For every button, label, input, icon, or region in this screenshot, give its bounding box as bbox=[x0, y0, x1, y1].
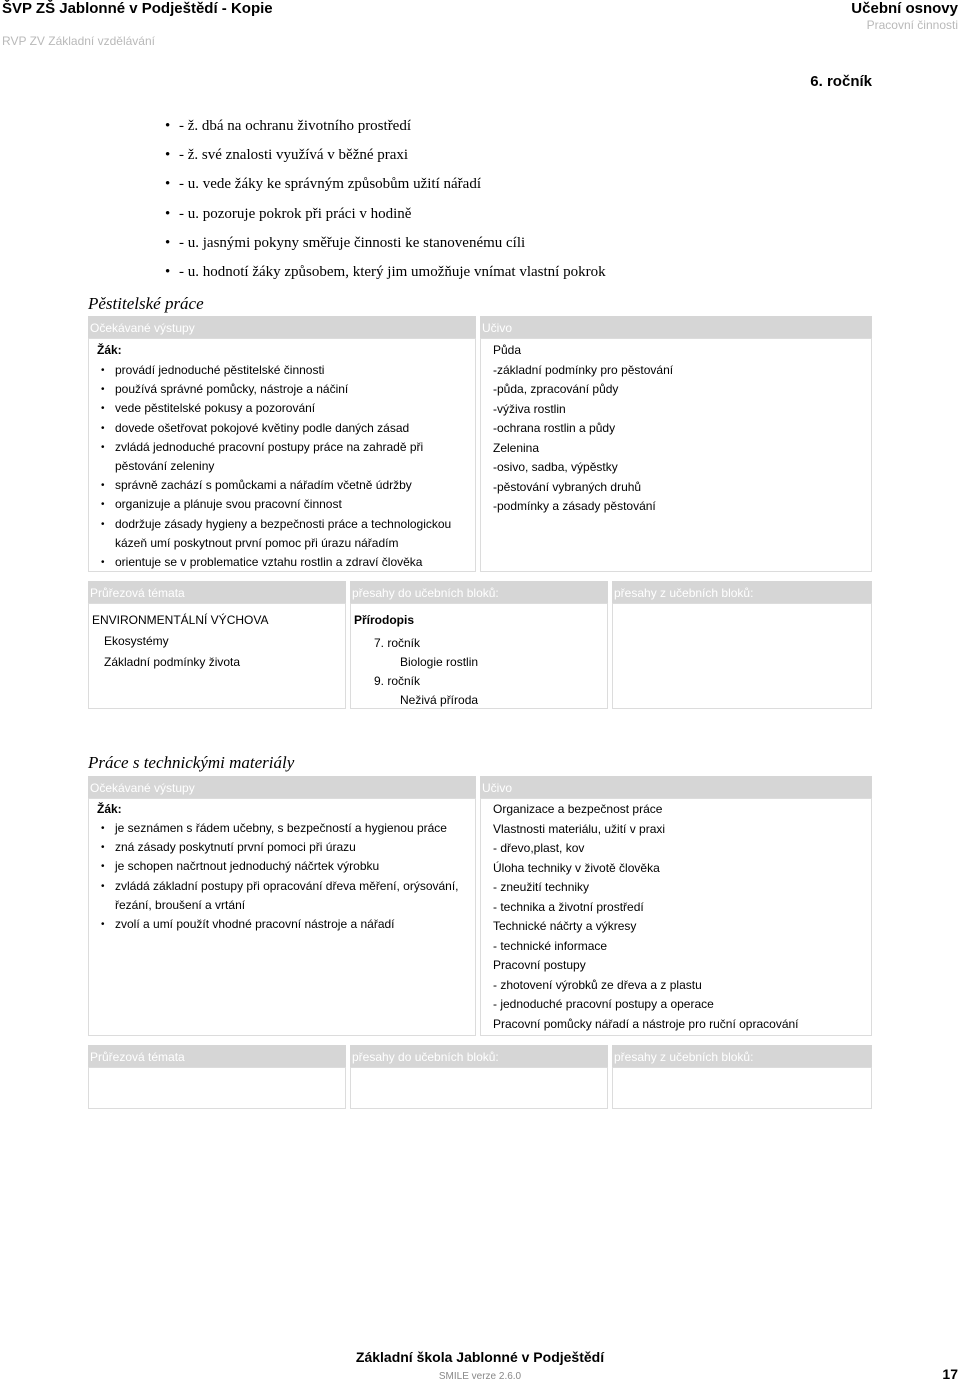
theme-item: Základní podmínky života bbox=[104, 655, 241, 669]
document-title: ŠVP ZŠ Jablonné v Podještědí - Kopie bbox=[2, 0, 273, 17]
subject-name: Pracovní činnosti bbox=[866, 18, 958, 32]
overlap-from-header: přesahy z učebních bloků: bbox=[612, 1045, 872, 1067]
overlap-from-box bbox=[612, 1067, 872, 1109]
list-item: • zvládá jednoduché pracovní postupy práce na zahradě při pěstování zeleniny bbox=[101, 438, 445, 476]
section-title: Práce s technickými materiály bbox=[88, 753, 295, 772]
themes-header: Průřezová témata bbox=[88, 1045, 346, 1067]
curriculum-item: Pracovní postupy bbox=[493, 958, 586, 972]
overlap-grade: 9. ročník bbox=[374, 674, 421, 688]
list-item: • dovede ošetřovat pokojové květiny podle daných zásad bbox=[101, 419, 461, 438]
list-item: • zvládá základní postupy při opracování dřeva měření, orýsování, řezání, broušení a vrtání bbox=[101, 877, 470, 915]
curriculum-item: -osivo, sadba, výpěstky bbox=[493, 460, 618, 474]
list-item: • orientuje se v problematice vztahu rostlin a zdraví člověka bbox=[101, 553, 461, 572]
curriculum-item: Pracovní pomůcky nářadí a nástroje pro ruční opracování bbox=[493, 1016, 799, 1031]
document-subtitle: RVP ZV Základní vzdělávání bbox=[2, 34, 155, 48]
grade-label: 6. ročník bbox=[810, 73, 872, 90]
overlap-subject: Přírodopis bbox=[354, 613, 415, 627]
overlap-from-box bbox=[612, 603, 872, 709]
overlap-to-header: přesahy do učebních bloků: bbox=[350, 581, 608, 603]
zak-label: Žák: bbox=[97, 343, 122, 357]
list-item: • používá správné pomůcky, nástroje a náčiní bbox=[101, 380, 461, 399]
curriculum-item: -základní podmínky pro pěstování bbox=[493, 362, 674, 377]
overlap-grade: 7. ročník bbox=[374, 636, 421, 650]
outputs-box bbox=[88, 798, 476, 1036]
curriculum-item: Úloha techniky v životě člověka bbox=[493, 860, 660, 875]
list-item: • dodržuje zásady hygieny a bezpečnosti práce a technologickou kázeň umí poskytnout první pomoc při úrazu nářadím bbox=[101, 515, 460, 553]
curriculum-item: -ochrana rostlin a půdy bbox=[493, 421, 616, 435]
curriculum-item: -půda, zpracování půdy bbox=[493, 382, 619, 396]
theme-title: ENVIRONMENTÁLNÍ VÝCHOVA bbox=[92, 613, 269, 627]
list-item: • - ž. své znalosti využívá v běžné praxi bbox=[165, 145, 606, 174]
list-item: • - u. pozoruje pokrok při práci v hodině bbox=[165, 204, 606, 233]
list-item: • organizuje a plánuje svou pracovní činnost bbox=[101, 495, 461, 514]
list-item: • je seznámen s řádem učebny, s bezpečností a hygienou práce bbox=[101, 819, 461, 838]
curriculum-box bbox=[480, 798, 872, 1036]
overlap-from-header: přesahy z učebních bloků: bbox=[612, 581, 872, 603]
themes-box bbox=[88, 1067, 346, 1109]
teaching-strategies-list bbox=[165, 116, 606, 291]
curriculum-item: Vlastnosti materiálu, užití v praxi bbox=[493, 821, 666, 836]
overlap-to-header: přesahy do učebních bloků: bbox=[350, 1045, 608, 1067]
curriculum-item: - technické informace bbox=[493, 938, 608, 953]
footer-school-name: Základní škola Jablonné v Podještědí bbox=[355, 1349, 605, 1365]
footer-version: SMILE verze 2.6.0 bbox=[438, 1371, 522, 1382]
curriculum-item: Půda bbox=[493, 343, 522, 357]
themes-header: Průřezová témata bbox=[88, 581, 346, 603]
list-item: • - u. hodnotí žáky způsobem, který jim umožňuje vnímat vlastní pokrok bbox=[165, 262, 606, 291]
curriculum-item: - technika a životní prostředí bbox=[493, 899, 644, 914]
list-item: • - ž. dbá na ochranu životního prostředí bbox=[165, 116, 606, 145]
themes-box bbox=[88, 603, 346, 709]
curriculum-box bbox=[480, 338, 872, 572]
section-heading: Učební osnovy bbox=[851, 0, 958, 17]
outputs-list bbox=[101, 361, 461, 572]
overlap-to-box bbox=[350, 1067, 608, 1109]
outputs-header: Očekávané výstupy bbox=[88, 776, 476, 798]
curriculum-item: -výživa rostlin bbox=[493, 401, 566, 416]
outputs-header: Očekávané výstupy bbox=[88, 316, 476, 338]
list-item: • - u. jasnými pokyny směřuje činnosti ke stanovenému cíli bbox=[165, 233, 606, 262]
list-item: • vede pěstitelské pokusy a pozorování bbox=[101, 399, 461, 418]
curriculum-item: Organizace a bezpečnost práce bbox=[493, 802, 663, 816]
outputs-list bbox=[101, 819, 461, 934]
zak-label: Žák: bbox=[97, 802, 122, 816]
curriculum-item: - zneužití techniky bbox=[493, 880, 590, 894]
overlap-to-box bbox=[350, 603, 608, 709]
overlap-topic: Neživá příroda bbox=[400, 693, 479, 707]
theme-item: Ekosystémy bbox=[104, 634, 169, 648]
curriculum-item: - jednoduché pracovní postupy a operace bbox=[493, 997, 714, 1011]
outputs-box bbox=[88, 338, 476, 572]
curriculum-item: Zelenina bbox=[493, 440, 540, 455]
section-title: Pěstitelské práce bbox=[88, 294, 204, 313]
list-item: • zná zásady poskytnutí první pomoci při úrazu bbox=[101, 838, 461, 857]
page-number: 17 bbox=[942, 1366, 958, 1382]
list-item: • - u. vede žáky ke správným způsobům užití nářadí bbox=[165, 174, 606, 203]
curriculum-item: - zhotovení výrobků ze dřeva a z plastu bbox=[493, 977, 702, 992]
curriculum-item: -podmínky a zásady pěstování bbox=[493, 499, 656, 513]
curriculum-item: - dřevo,plast, kov bbox=[493, 841, 585, 855]
curriculum-header: Učivo bbox=[480, 776, 872, 798]
curriculum-header: Učivo bbox=[480, 316, 872, 338]
list-item: • je schopen načrtnout jednoduchý náčrtek výrobku bbox=[101, 857, 461, 876]
list-item: • provádí jednoduché pěstitelské činnosti bbox=[101, 361, 461, 380]
list-item: • správně zachází s pomůckami a nářadím včetně údržby bbox=[101, 476, 461, 495]
overlap-topic: Biologie rostlin bbox=[400, 655, 479, 669]
curriculum-item: -pěstování vybraných druhů bbox=[493, 479, 642, 494]
list-item: • zvolí a umí použít vhodné pracovní nástroje a nářadí bbox=[101, 915, 461, 934]
curriculum-item: Technické náčrty a výkresy bbox=[493, 919, 637, 933]
